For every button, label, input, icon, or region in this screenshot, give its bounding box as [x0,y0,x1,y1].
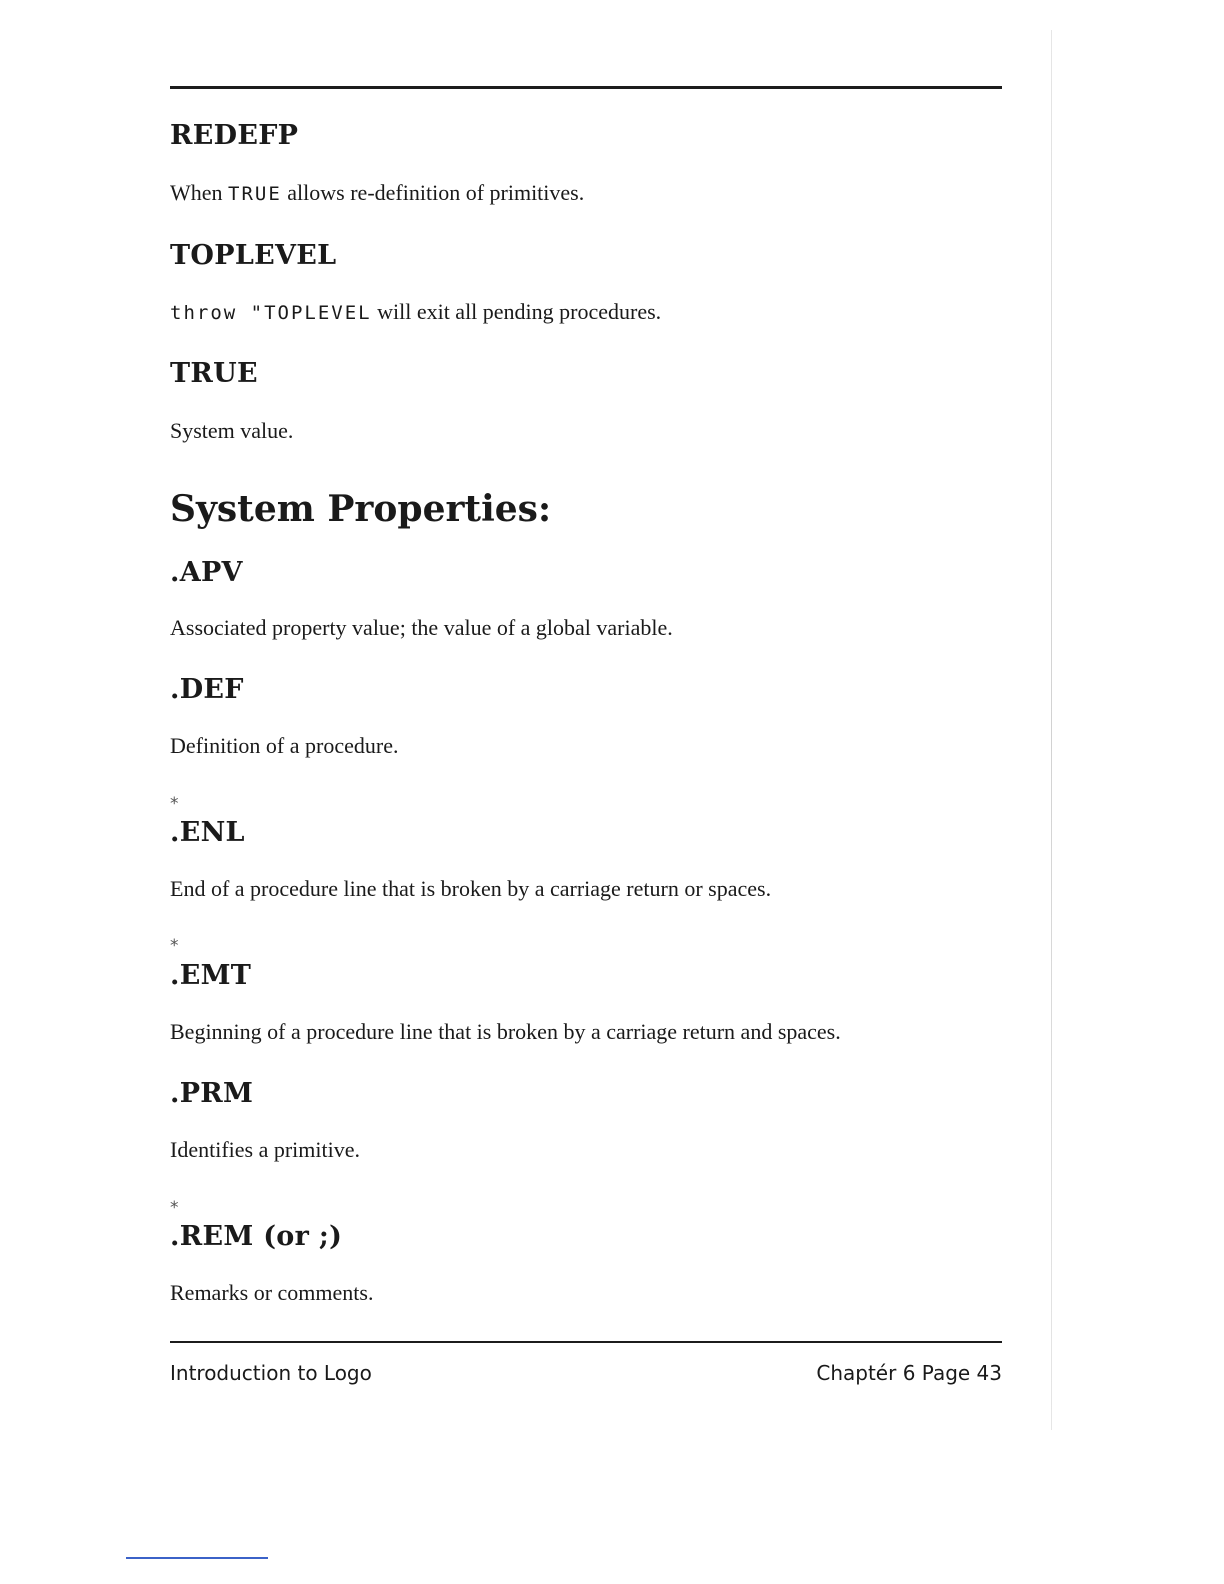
entry-title-redefp: REDEFP [170,120,299,151]
footer-page-number: Chaptér 6 Page 43 [816,1361,1002,1385]
property-desc-emt: Beginning of a procedure line that is broken by a carriage return and spaces. [170,1019,841,1044]
desc-text: System value. [170,418,294,443]
property-title-emt: .EMT [170,960,252,991]
footer-rule [170,1341,1002,1343]
desc-code: TRUE [228,183,282,205]
desc-code: throw "TOPLEVEL [170,302,372,324]
property-desc-def: Definition of a procedure. [170,733,399,758]
star-marker: * [170,936,179,956]
header-rule [170,86,1002,89]
property-title-enl: .ENL [170,817,245,848]
property-title-apv: .APV [170,557,243,588]
property-title-rem: .REM (or ;) [170,1221,343,1252]
property-desc-rem: Remarks or comments. [170,1280,374,1305]
footer-book-title: Introduction to Logo [170,1361,372,1385]
corner-mark [126,1557,268,1559]
entry-desc-redefp [170,180,584,206]
star-marker: * [170,794,179,814]
desc-text: When [170,180,229,205]
star-marker: * [170,1198,179,1218]
entry-desc-toplevel [170,299,661,325]
property-desc-apv: Associated property value; the value of a global variable. [170,615,673,640]
entry-title-toplevel: TOPLEVEL [170,240,337,271]
desc-text: will exit all pending procedures. [371,299,662,324]
property-title-prm: .PRM [170,1078,254,1109]
section-title: System Properties: [170,488,552,530]
property-desc-prm: Identifies a primitive. [170,1137,360,1162]
property-desc-enl: End of a procedure line that is broken by a carriage return or spaces. [170,876,772,901]
desc-text: allows re-definition of primitives. [281,180,585,205]
property-title-def: .DEF [170,674,244,705]
entry-desc-true [170,418,293,444]
entry-title-true: TRUE [170,358,258,389]
scan-edge-line [1051,30,1052,1430]
